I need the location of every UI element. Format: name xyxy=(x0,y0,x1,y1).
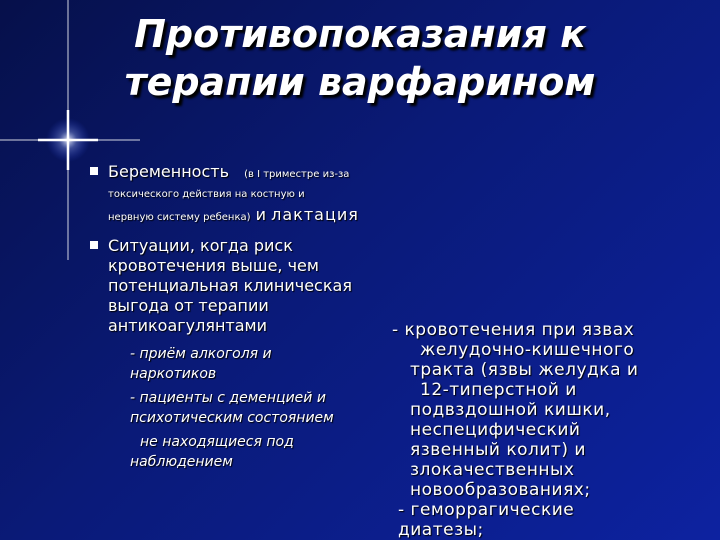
square-bullet-icon xyxy=(90,167,98,175)
sub-item-unsupervised xyxy=(130,432,378,472)
right-line-4: 12-типерстной и xyxy=(420,380,577,400)
right-line-9: новообразованиях; xyxy=(410,480,591,500)
title-line-2: терапии варфарином xyxy=(124,60,596,104)
square-bullet-icon xyxy=(90,241,98,249)
sub-alcohol-1: - приём алкоголя и xyxy=(130,346,272,362)
risk-line-1: Ситуации, когда риск xyxy=(108,236,293,255)
right-line-3: тракта (язвы желудка и xyxy=(410,360,639,380)
slide-title xyxy=(90,10,630,106)
bullet-item-pregnancy xyxy=(88,162,378,228)
pregnancy-note-2: токсического действия на костную и xyxy=(108,189,305,200)
bullet-item-bleeding-risk xyxy=(88,236,378,336)
sub-dementia-1: - пациенты с деменцией и xyxy=(130,390,326,406)
title-line-1: Противопоказания к xyxy=(134,12,586,56)
risk-line-3: потенциальная клиническая xyxy=(108,276,352,295)
sub-unsupervised-2: наблюдением xyxy=(130,454,233,470)
and-word: и xyxy=(255,205,267,224)
right-line-5: подвздошной кишки, xyxy=(410,400,611,420)
right-line-6: неспецифический xyxy=(410,420,581,440)
sub-item-alcohol xyxy=(130,344,378,384)
pregnancy-label: Беременность xyxy=(108,162,229,181)
right-line-7: язвенный колит) и xyxy=(410,440,586,460)
right-column xyxy=(392,320,702,540)
right-line-10: - геморрагические xyxy=(398,500,575,520)
right-line-2: желудочно-кишечного xyxy=(420,340,635,360)
sub-items xyxy=(130,344,378,472)
pregnancy-note-3: нервную систему ребенка) xyxy=(108,212,251,223)
risk-line-4: выгода от терапии xyxy=(108,296,269,315)
sub-alcohol-2: наркотиков xyxy=(130,366,217,382)
right-line-11: диатезы; xyxy=(398,520,484,540)
right-line-1: - кровотечения при язвах xyxy=(392,320,635,340)
left-column xyxy=(88,162,378,476)
sub-item-dementia xyxy=(130,388,378,428)
risk-line-2: кровотечения выше, чем xyxy=(108,256,319,275)
risk-line-5: антикоагулянтами xyxy=(108,316,268,335)
sub-dementia-2: психотическим состоянием xyxy=(130,410,334,426)
right-line-8: злокачественных xyxy=(410,460,575,480)
pregnancy-note-1: (в I триместре из-за xyxy=(244,169,350,180)
lactation-label: лактация xyxy=(271,205,359,224)
sub-unsupervised-1: не находящиеся под xyxy=(140,434,294,450)
